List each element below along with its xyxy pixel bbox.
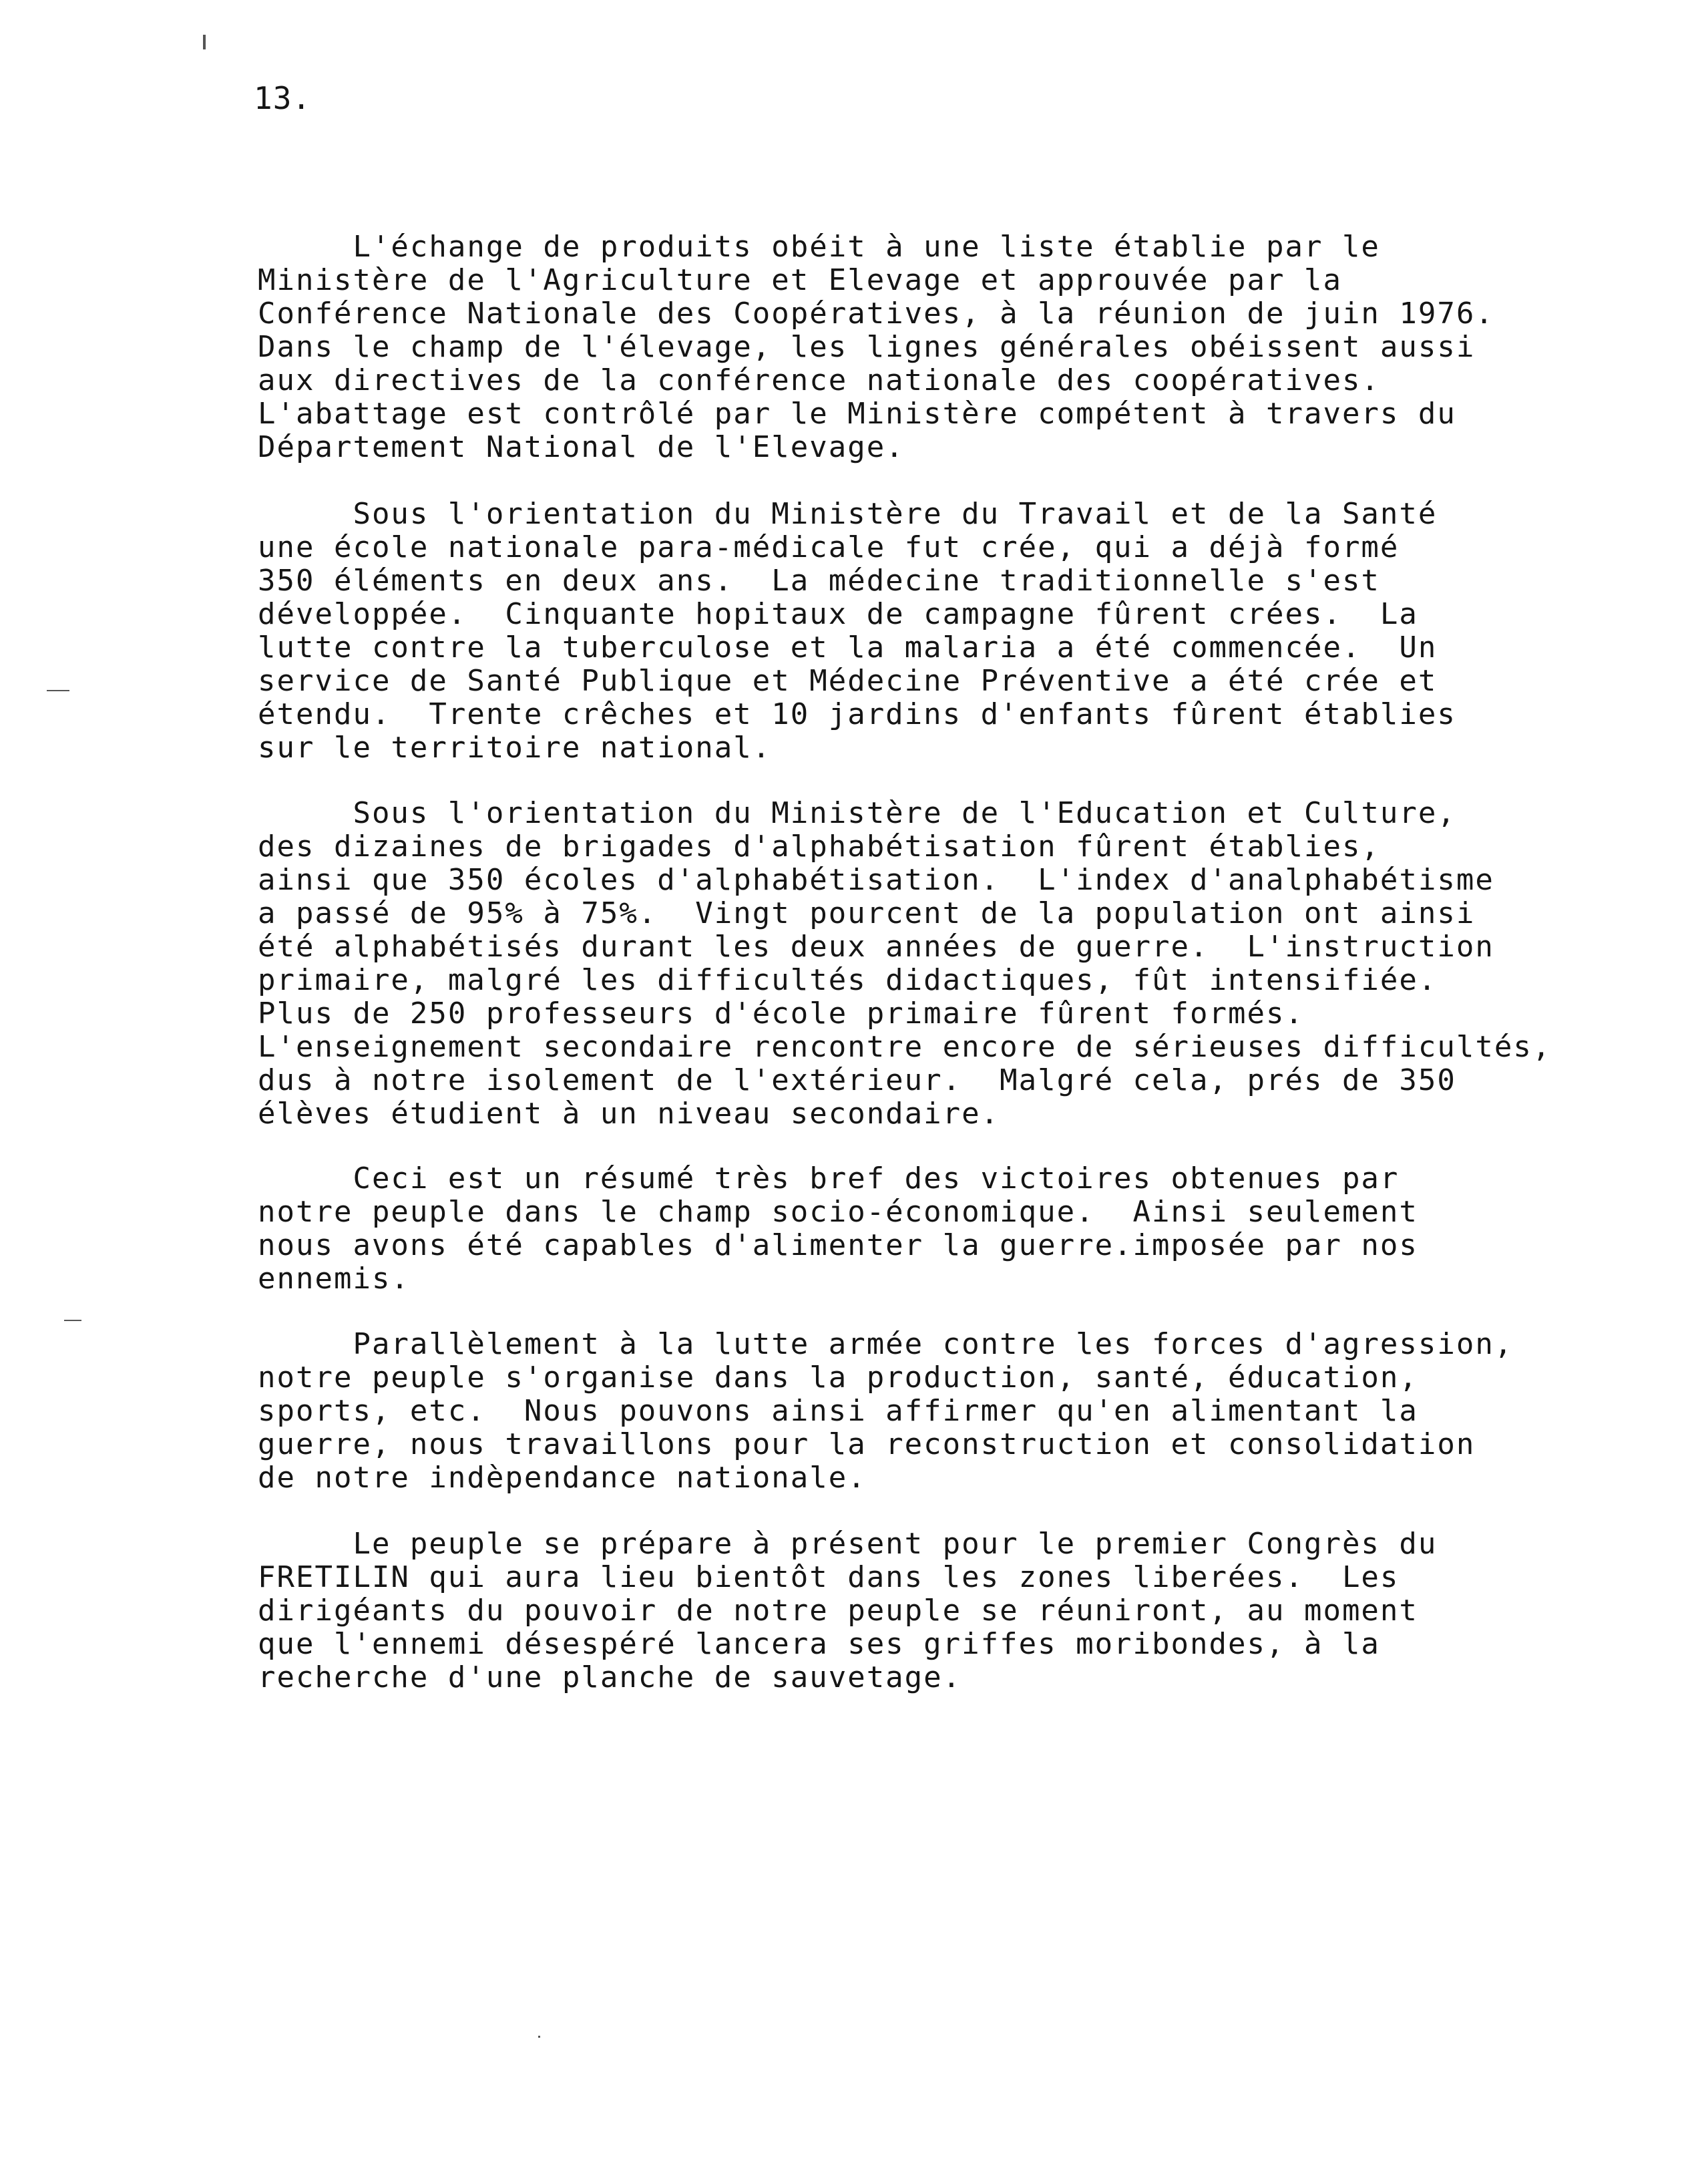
page-number: 13. — [254, 80, 312, 116]
text-line: lutte contre la tuberculose et la malaria a été commencée. Un — [258, 630, 1438, 665]
text-line: ainsi que 350 écoles d'alphabétisation. L'index d'analphabétisme — [258, 863, 1494, 897]
text-line: Département National de l'Elevage. — [258, 430, 905, 464]
paragraph-education — [258, 797, 1551, 1131]
text-line: service de Santé Publique et Médecine Préventive a été crée et — [258, 664, 1438, 698]
text-line: sports, etc. Nous pouvons ainsi affirmer qu'en alimentant la — [258, 1394, 1418, 1428]
text-line: Dans le champ de l'élevage, les lignes générales obéissent aussi — [258, 330, 1476, 364]
text-line: Ministère de l'Agriculture et Elevage et approuvée par la — [258, 263, 1342, 297]
text-line: nous avons été capables d'alimenter la guerre.imposée par nos — [258, 1228, 1418, 1262]
paragraph-armed-struggle — [258, 1328, 1513, 1495]
text-line: aux directives de la conférence nationale des coopératives. — [258, 363, 1380, 397]
text-line: 350 éléments en deux ans. La médecine traditionnelle s'est — [258, 564, 1380, 598]
scan-mark-bottom — [538, 2036, 540, 2038]
paragraph-health — [258, 498, 1456, 765]
text-line: Sous l'orientation du Ministère de l'Education et Culture, — [258, 796, 1456, 830]
scan-mark-margin-2 — [64, 1320, 81, 1321]
text-line: Plus de 250 professeurs d'école primaire fûrent formés. — [258, 996, 1304, 1031]
paragraph-congress — [258, 1527, 1437, 1694]
text-line: une école nationale para-médicale fut crée, qui a déjà formé — [258, 530, 1400, 564]
text-line: notre peuple s'organise dans la production, santé, éducation, — [258, 1360, 1418, 1395]
text-line: L'abattage est contrôlé par le Ministère compétent à travers du — [258, 397, 1456, 431]
scan-mark-margin-1 — [47, 690, 69, 691]
paragraph-summary — [258, 1162, 1418, 1296]
scan-mark-top — [203, 35, 206, 49]
text-line: de notre indèpendance nationale. — [258, 1461, 867, 1495]
text-line: recherche d'une planche de sauvetage. — [258, 1660, 962, 1694]
text-line: L'échange de produits obéit à une liste établie par le — [258, 230, 1380, 264]
text-line: FRETILIN qui aura lieu bientôt dans les zones liberées. Les — [258, 1560, 1400, 1594]
text-line: dirigéants du pouvoir de notre peuple se réuniront, au moment — [258, 1594, 1418, 1628]
text-line: Sous l'orientation du Ministère du Travail et de la Santé — [258, 497, 1438, 531]
text-line: Parallèlement à la lutte armée contre les forces d'agression, — [258, 1327, 1514, 1361]
text-line: dus à notre isolement de l'extérieur. Malgré cela, prés de 350 — [258, 1063, 1456, 1097]
text-line: Conférence Nationale des Coopératives, à la réunion de juin 1976. — [258, 297, 1494, 331]
text-line: Ceci est un résumé très bref des victoires obtenues par — [258, 1161, 1400, 1196]
text-line: guerre, nous travaillons pour la reconstruction et consolidation — [258, 1427, 1476, 1461]
text-line: des dizaines de brigades d'alphabétisation fûrent établies, — [258, 830, 1380, 864]
text-line: L'enseignement secondaire rencontre encore de sérieuses difficultés, — [258, 1030, 1552, 1064]
text-line: développée. Cinquante hopitaux de campagne fûrent crées. La — [258, 597, 1418, 631]
text-line: ennemis. — [258, 1262, 410, 1296]
text-line: Le peuple se prépare à présent pour le premier Congrès du — [258, 1527, 1438, 1561]
text-line: notre peuple dans le champ socio-économique. Ainsi seulement — [258, 1195, 1418, 1229]
text-line: a passé de 95% à 75%. Vingt pourcent de la population ont ainsi — [258, 896, 1476, 930]
paragraph-cooperatives — [258, 230, 1494, 464]
text-line: élèves étudient à un niveau secondaire. — [258, 1097, 1000, 1131]
text-line: que l'ennemi désespéré lancera ses griffes moribondes, à la — [258, 1627, 1380, 1661]
text-line: primaire, malgré les difficultés didactiques, fût intensifiée. — [258, 963, 1438, 997]
text-line: étendu. Trente crêches et 10 jardins d'enfants fûrent établies — [258, 697, 1456, 731]
text-line: sur le territoire national. — [258, 731, 772, 765]
text-line: été alphabétisés durant les deux années de guerre. L'instruction — [258, 930, 1494, 964]
